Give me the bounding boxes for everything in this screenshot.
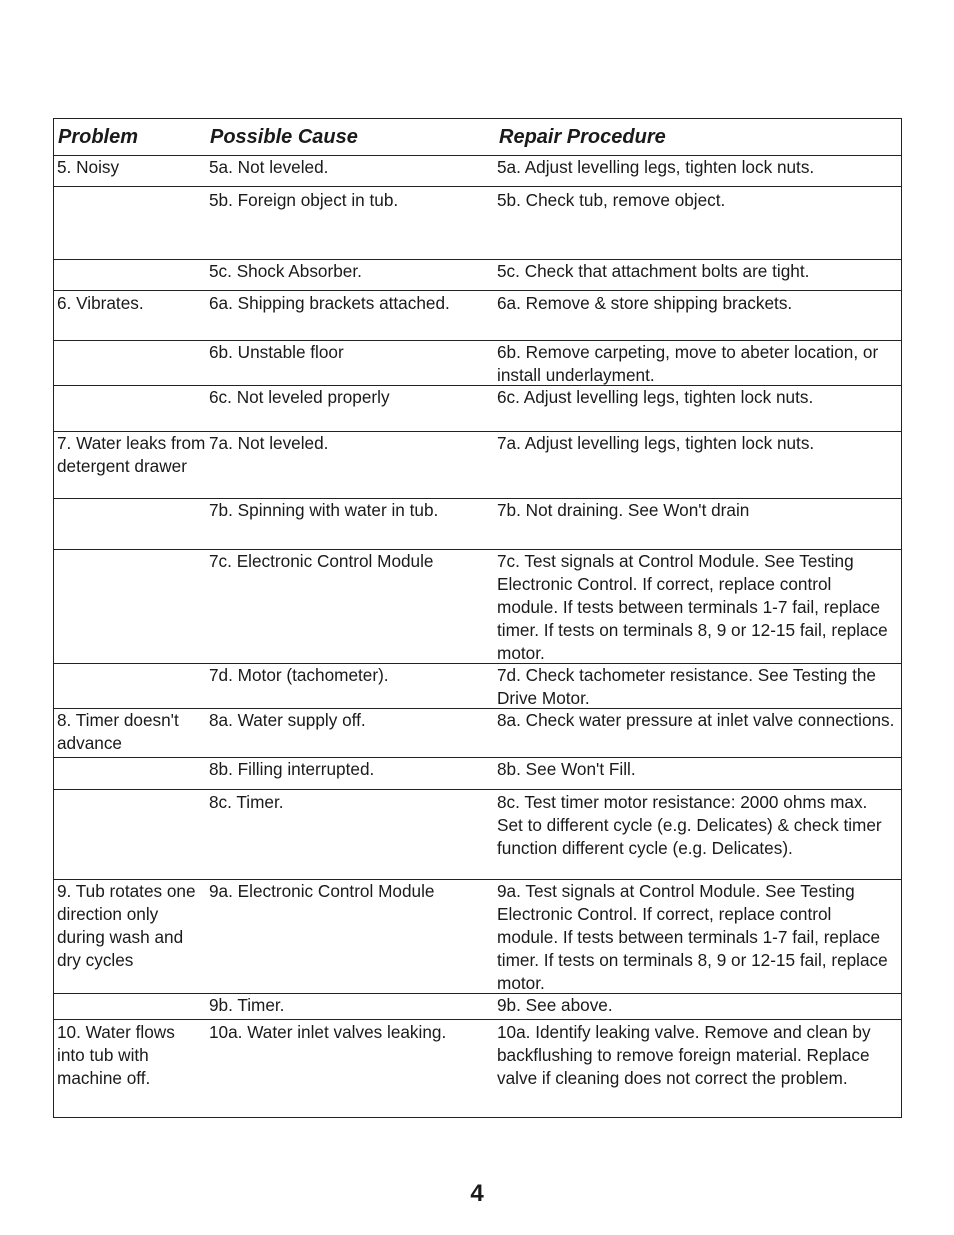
problem-cell	[54, 994, 206, 1019]
problem-cell	[54, 189, 206, 259]
cause-cell: 7b. Spinning with water in tub.	[209, 500, 439, 520]
cause-cell: 5c. Shock Absorber.	[209, 261, 362, 281]
repair-cell: 5a. Adjust levelling legs, tighten lock nuts.	[497, 157, 815, 177]
troubleshooting-table	[53, 118, 902, 1118]
cause-cell: 10a. Water inlet valves leaking.	[209, 1022, 447, 1042]
repair-cell: 7c. Test signals at Control Module. See Testing Electronic Control. If correct, replace control module. If tests between terminals 1-7 fail, replace timer. If tests on terminals 8, 9 or 12-15 fail, replace motor.	[497, 551, 888, 663]
cause-cell: 9b. Timer.	[209, 995, 285, 1015]
repair-cell: 6b. Remove carpeting, move to abeter location, or install underlayment.	[497, 342, 879, 385]
problem-cell: 10. Water flows into tub with machine off.	[57, 1022, 175, 1088]
cause-cell: 9a. Electronic Control Module	[209, 881, 435, 901]
table-row	[54, 259, 901, 290]
table-row	[54, 385, 901, 431]
problem-cell	[54, 550, 206, 663]
repair-cell: 6c. Adjust levelling legs, tighten lock nuts.	[497, 387, 814, 407]
problem-cell	[54, 758, 206, 789]
repair-cell: 7d. Check tachometer resistance. See Testing the Drive Motor.	[497, 665, 876, 708]
problem-cell	[54, 499, 206, 549]
repair-cell: 8b. See Won't Fill.	[497, 759, 636, 779]
repair-cell: 5c. Check that attachment bolts are tight.	[497, 261, 810, 281]
cause-cell: 8c. Timer.	[209, 792, 284, 812]
table-row	[54, 1019, 901, 1117]
cause-cell: 8a. Water supply off.	[209, 710, 366, 730]
problem-cell	[54, 664, 206, 708]
repair-cell: 8a. Check water pressure at inlet valve connections.	[497, 710, 895, 730]
header-possible-cause: Possible Cause	[210, 126, 358, 148]
repair-cell: 6a. Remove & store shipping brackets.	[497, 293, 793, 313]
repair-cell: 9a. Test signals at Control Module. See Testing Electronic Control. If correct, replace control module. If tests between terminals 1-7 fail, replace timer. If tests on terminals 8, 9 or 12-15 fail, replace motor.	[497, 881, 888, 993]
table-row	[54, 663, 901, 708]
table-row	[54, 993, 901, 1019]
problem-cell: 6. Vibrates.	[57, 293, 144, 313]
table-row	[54, 757, 901, 789]
problem-cell: 5. Noisy	[57, 157, 120, 177]
table-row	[54, 431, 901, 498]
repair-cell: 8c. Test timer motor resistance: 2000 ohms max. Set to different cycle (e.g. Delicates) & check timer function different cycle (e.g. Delicates).	[497, 792, 882, 858]
repair-cell: 9b. See above.	[497, 995, 613, 1015]
page-number: 4	[470, 1180, 484, 1207]
cause-cell: 6c. Not leveled properly	[209, 387, 390, 407]
cause-cell: 6b. Unstable floor	[209, 342, 344, 362]
cause-cell: 8b. Filling interrupted.	[209, 759, 375, 779]
problem-cell	[54, 341, 206, 385]
table-row	[54, 708, 901, 757]
problem-cell	[54, 791, 206, 879]
cause-cell: 5b. Foreign object in tub.	[209, 190, 399, 210]
problem-cell: 9. Tub rotates one direction only during wash and dry cycles	[57, 881, 196, 970]
table-row	[54, 340, 901, 385]
problem-cell: 8. Timer doesn't advance	[57, 710, 179, 753]
cause-cell: 7a. Not leveled.	[209, 433, 329, 453]
table-row	[54, 789, 901, 879]
table-header-row	[54, 119, 901, 155]
table-row	[54, 879, 901, 993]
table-row	[54, 498, 901, 549]
problem-cell	[54, 260, 206, 290]
problem-cell: 7. Water leaks from detergent drawer	[57, 433, 206, 476]
cause-cell: 7d. Motor (tachometer).	[209, 665, 389, 685]
problem-cell	[54, 386, 206, 431]
table-row	[54, 290, 901, 340]
cause-cell: 6a. Shipping brackets attached.	[209, 293, 450, 313]
repair-cell: 10a. Identify leaking valve. Remove and clean by backflushing to remove foreign material. Replace valve if cleaning does not correct the problem.	[497, 1022, 871, 1088]
table-row	[54, 186, 901, 259]
repair-cell: 7a. Adjust levelling legs, tighten lock nuts.	[497, 433, 815, 453]
cause-cell: 5a. Not leveled.	[209, 157, 329, 177]
header-repair-procedure: Repair Procedure	[499, 126, 666, 148]
repair-cell: 7b. Not draining. See Won't drain	[497, 500, 750, 520]
cause-cell: 7c. Electronic Control Module	[209, 551, 434, 571]
table-row	[54, 549, 901, 663]
repair-cell: 5b. Check tub, remove object.	[497, 190, 726, 210]
table-row	[54, 155, 901, 186]
header-problem: Problem	[58, 126, 139, 148]
